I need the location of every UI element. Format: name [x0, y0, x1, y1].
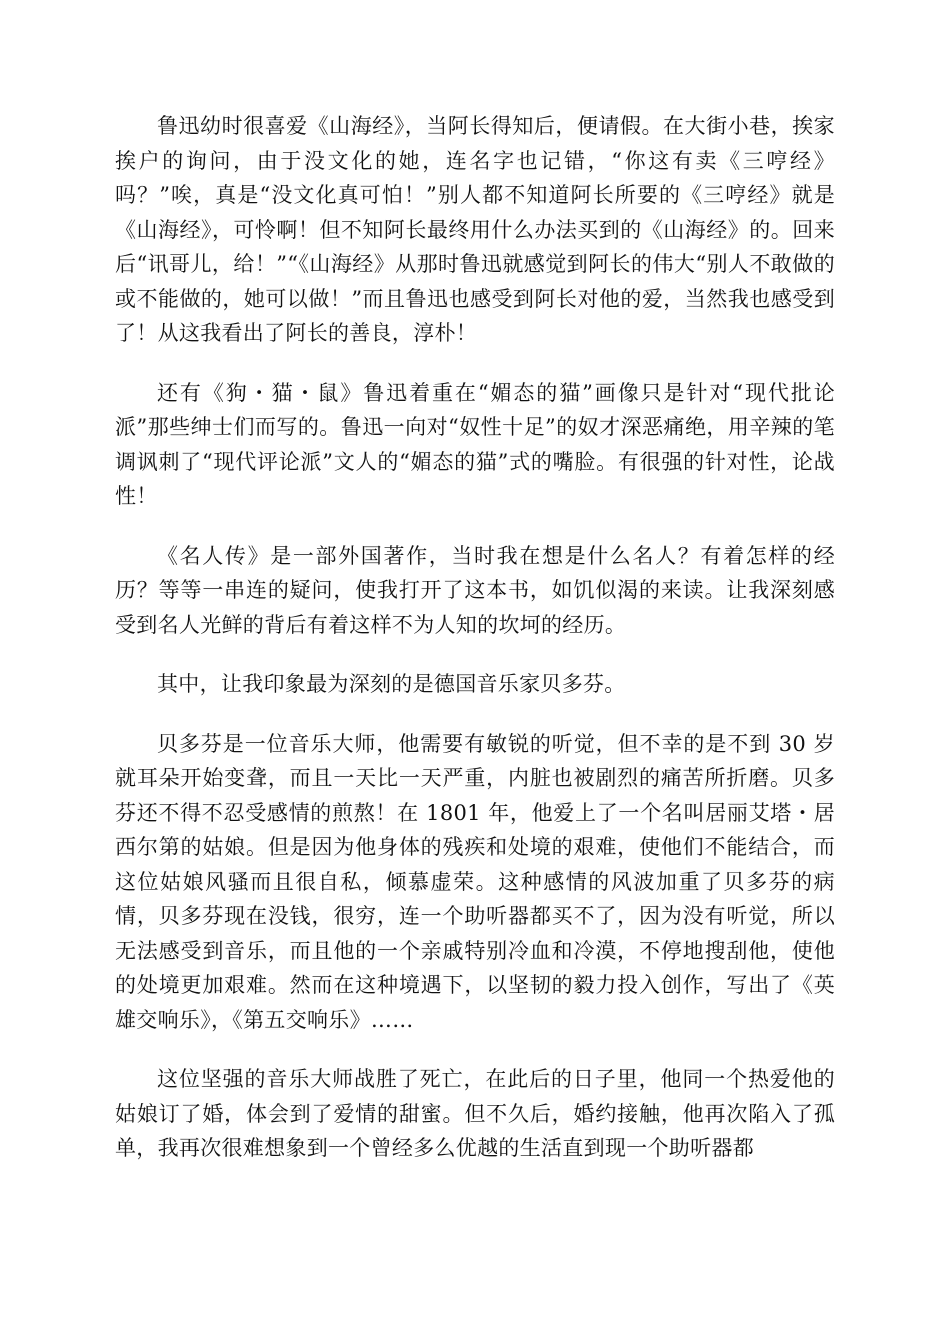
paragraph-beethoven-intro: 其中，让我印象最为深刻的是德国音乐家贝多芬。: [157, 672, 626, 696]
paragraph-famous-biographies: 《名人传》是一部外国著作，当时我在想是什么名人？有着怎样的经历？等等一串连的疑问，使我打开了这本书，如饥似渴的来读。让我深刻感受到名人光鲜的背后有着这样不为人知的坎坷的经历。: [115, 543, 835, 637]
paragraph-lu-xun-shanhaijing: 鲁迅幼时很喜爱《山海经》，当阿长得知后，便请假。在大街小巷，挨家挨户的询问，由于没文化的她，连名字也记错，“你这有卖《三哼经》吗？”唉，真是“没文化真可怕！”别人都不知道阿长所要的《三哼经》就是《山海经》，可怜啊！但不知阿长最终用什么办法买到的《山海经》的。回来后“讯哥儿，给！”“《山海经》从那时鲁迅就感觉到阿长的伟大“别人不敢做的或不能做的，她可以做！”而且鲁迅也感受到阿长对他的爱，当然我也感受到了！从这我看出了阿长的善良，淳朴！: [115, 114, 835, 345]
paragraph-dog-cat-mouse: 还有《狗・猫・鼠》鲁迅着重在“媚态的猫”画像只是针对“现代批论派”那些绅士们而写的。鲁迅一向对“奴性十足”的奴才深恶痛绝，用辛辣的笔调讽刺了“现代评论派”文人的“媚态的猫”式的嘴脸。有很强的针对性，论战性！: [115, 380, 835, 508]
document-body: [115, 109, 835, 1166]
paragraph-beethoven-engagement: 这位坚强的音乐大师战胜了死亡，在此后的日子里，他同一个热爱他的姑娘订了婚，体会到了爱情的甜蜜。但不久后，婚约接触，他再次陷入了孤单，我再次很难想象到一个曾经多么优越的生活直到现一个助听器都: [115, 1067, 835, 1160]
paragraph-beethoven-hardship: 贝多芬是一位音乐大师，他需要有敏锐的听觉，但不幸的是不到 30 岁就耳朵开始变聋，而且一天比一天严重，内脏也被剧烈的痛苦所折磨。贝多芬还不得不忍受感情的煎熬！在 1801 年，他爱上了一个名叫居丽艾塔・居西尔第的姑娘。但是因为他身体的残疾和处境的艰难，使他们不能结合，而这位姑娘风骚而且很自私，倾慕虚荣。这种感情的风波加重了贝多芬的病情，贝多芬现在没钱，很穷，连一个助听器都买不了，因为没有听觉，所以无法感受到音乐，而且他的一个亲戚特别冷血和冷漠，不停地搜刮他，使他的处境更加艰难。然而在这种境遇下，以坚韧的毅力投入创作，写出了《英雄交响乐》，《第五交响乐》……: [115, 731, 835, 1032]
